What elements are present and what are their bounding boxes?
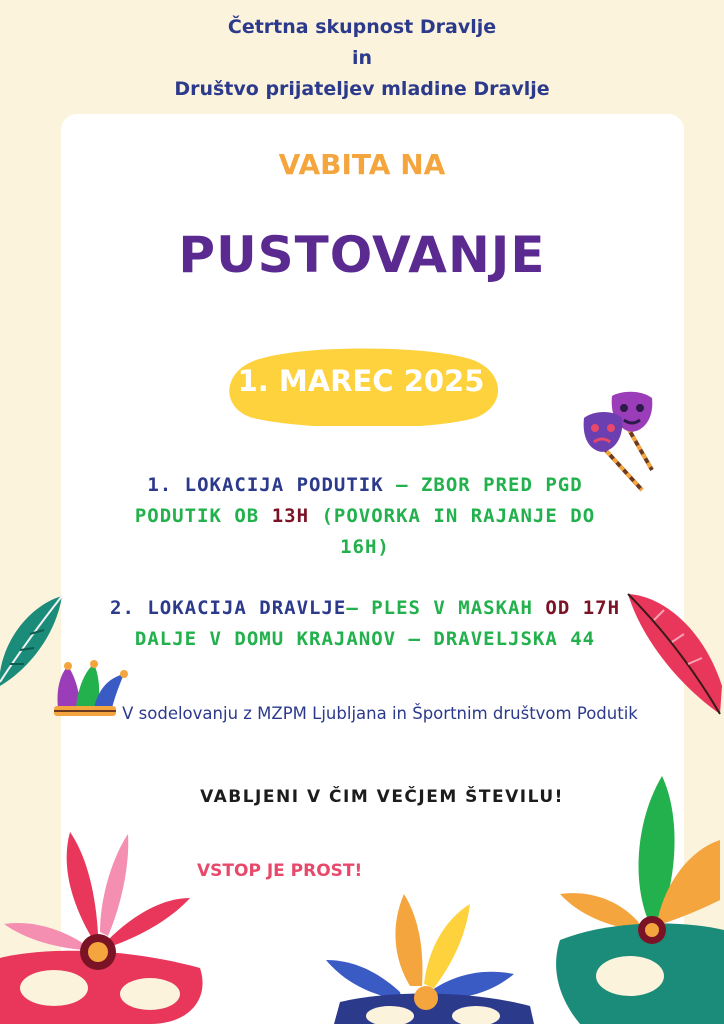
invite-line: VABITA NA xyxy=(278,148,446,181)
entry-note: VSTOP JE PROST! xyxy=(197,861,363,881)
location-2-time: OD 17H xyxy=(545,597,621,619)
carnival-mask-icon xyxy=(540,770,724,1024)
organizer-line-1: Četrtna skupnost Dravlje xyxy=(227,16,497,38)
theater-masks-icon xyxy=(580,388,660,496)
location-2-text-a: – PLES V MASKAH xyxy=(346,597,546,619)
location-1-time: 13H xyxy=(271,505,310,527)
event-title: PUSTOVANJE xyxy=(178,226,546,284)
location-2 xyxy=(110,593,620,655)
collaboration-note: V sodelovanju z MZPM Ljubljana in Športnim društvom Podutik xyxy=(122,704,638,723)
location-2-label: 2. LOKACIJA DRAVLJE xyxy=(110,597,347,619)
feather-icon xyxy=(624,590,724,720)
organizer-line-3: Društvo prijateljev mladine Dravlje xyxy=(174,78,550,100)
location-1 xyxy=(110,470,620,563)
carnival-mask-icon xyxy=(320,890,550,1024)
location-1-label: 1. LOKACIJA PODUTIK xyxy=(147,474,384,496)
organizers-header xyxy=(0,12,724,105)
welcome-line: VABLJENI V ČIM VEČJEM ŠTEVILU! xyxy=(200,787,564,807)
location-1-text-a: – ZBOR PRED PGD PODUTIK OB xyxy=(134,474,583,527)
event-date: 1. MAREC 2025 xyxy=(237,364,485,398)
organizer-line-2: in xyxy=(351,47,373,69)
location-2-text-b: DALJE V DOMU KRAJANOV – DRAVELJSKA 44 xyxy=(134,628,596,650)
location-1-text-b: (POVORKA IN RAJANJE DO 16H) xyxy=(309,505,596,558)
feather-icon xyxy=(0,594,66,690)
carnival-mask-icon xyxy=(0,828,230,1024)
